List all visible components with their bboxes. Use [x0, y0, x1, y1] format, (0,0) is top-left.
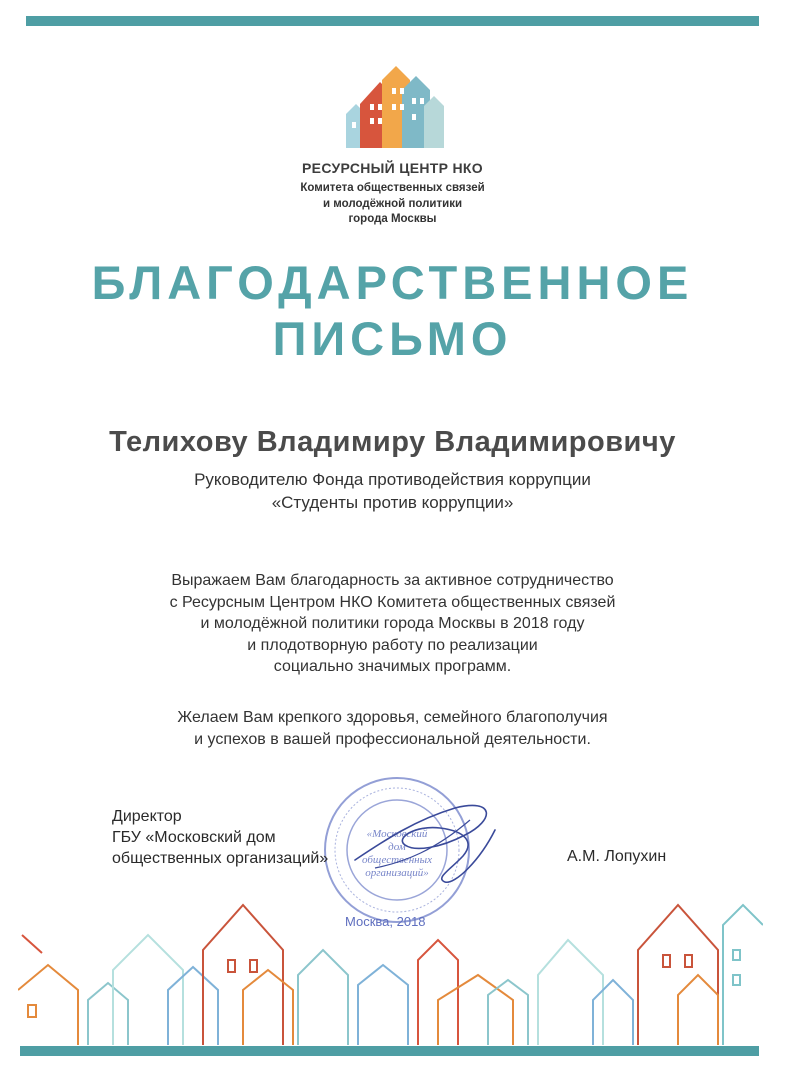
org-subtitle-line: и молодёжной политики — [322, 197, 463, 210]
body-line: социально значимых программ. — [273, 658, 512, 676]
bottom-accent-bar — [20, 1046, 759, 1056]
title-line-2: ПИСЬМО — [272, 312, 513, 365]
houses-decoration — [18, 895, 763, 1045]
stamp-line: организаций» — [365, 867, 429, 879]
wish-line: Желаем Вам крепкого здоровья, семейного благополучия — [177, 709, 608, 726]
document-title — [0, 255, 785, 367]
role-line: общественных организаций» — [112, 850, 329, 867]
title-line-1: БЛАГОДАРСТВЕННОЕ — [91, 256, 694, 309]
position-line-2: «Студенты против коррупции» — [271, 493, 514, 512]
recipient-position — [0, 468, 785, 514]
wishes-paragraph — [0, 707, 785, 751]
position-line-1: Руководителю Фонда противодействия коррупции — [194, 470, 591, 489]
role-line: Директор — [112, 808, 182, 825]
body-line: и плодотворную работу по реализации — [247, 636, 538, 654]
signatory-name: А.М. Лопухин — [567, 848, 667, 865]
recipient-name: Телихову Владимиру Владимировичу — [109, 426, 676, 458]
house-buildings-logo — [340, 64, 450, 148]
body-line: с Ресурсным Центром НКО Комитета общественных связей — [169, 593, 616, 611]
signatory-role — [112, 806, 328, 869]
gratitude-paragraph — [0, 570, 785, 678]
handwritten-signature — [345, 790, 505, 890]
org-subtitle — [0, 181, 785, 228]
place-and-year: Москва, 2018 — [345, 914, 426, 929]
org-name: РЕСУРСНЫЙ ЦЕНТР НКО — [302, 160, 483, 176]
org-subtitle-line: Комитета общественных связей — [300, 182, 485, 194]
stamp-line: дом — [388, 841, 406, 853]
stamp-line: общественных — [362, 854, 432, 866]
wish-line: и успехов в вашей профессиональной деятельности. — [194, 731, 591, 748]
body-line: и молодёжной политики города Москвы в 2018 году — [200, 615, 585, 633]
stamp-line: «Московский — [366, 828, 428, 840]
body-line: Выражаем Вам благодарность за активное сотрудничество — [171, 572, 614, 589]
top-accent-bar — [26, 16, 759, 26]
org-subtitle-line: города Москвы — [348, 213, 437, 225]
role-line: ГБУ «Московский дом — [112, 829, 276, 846]
